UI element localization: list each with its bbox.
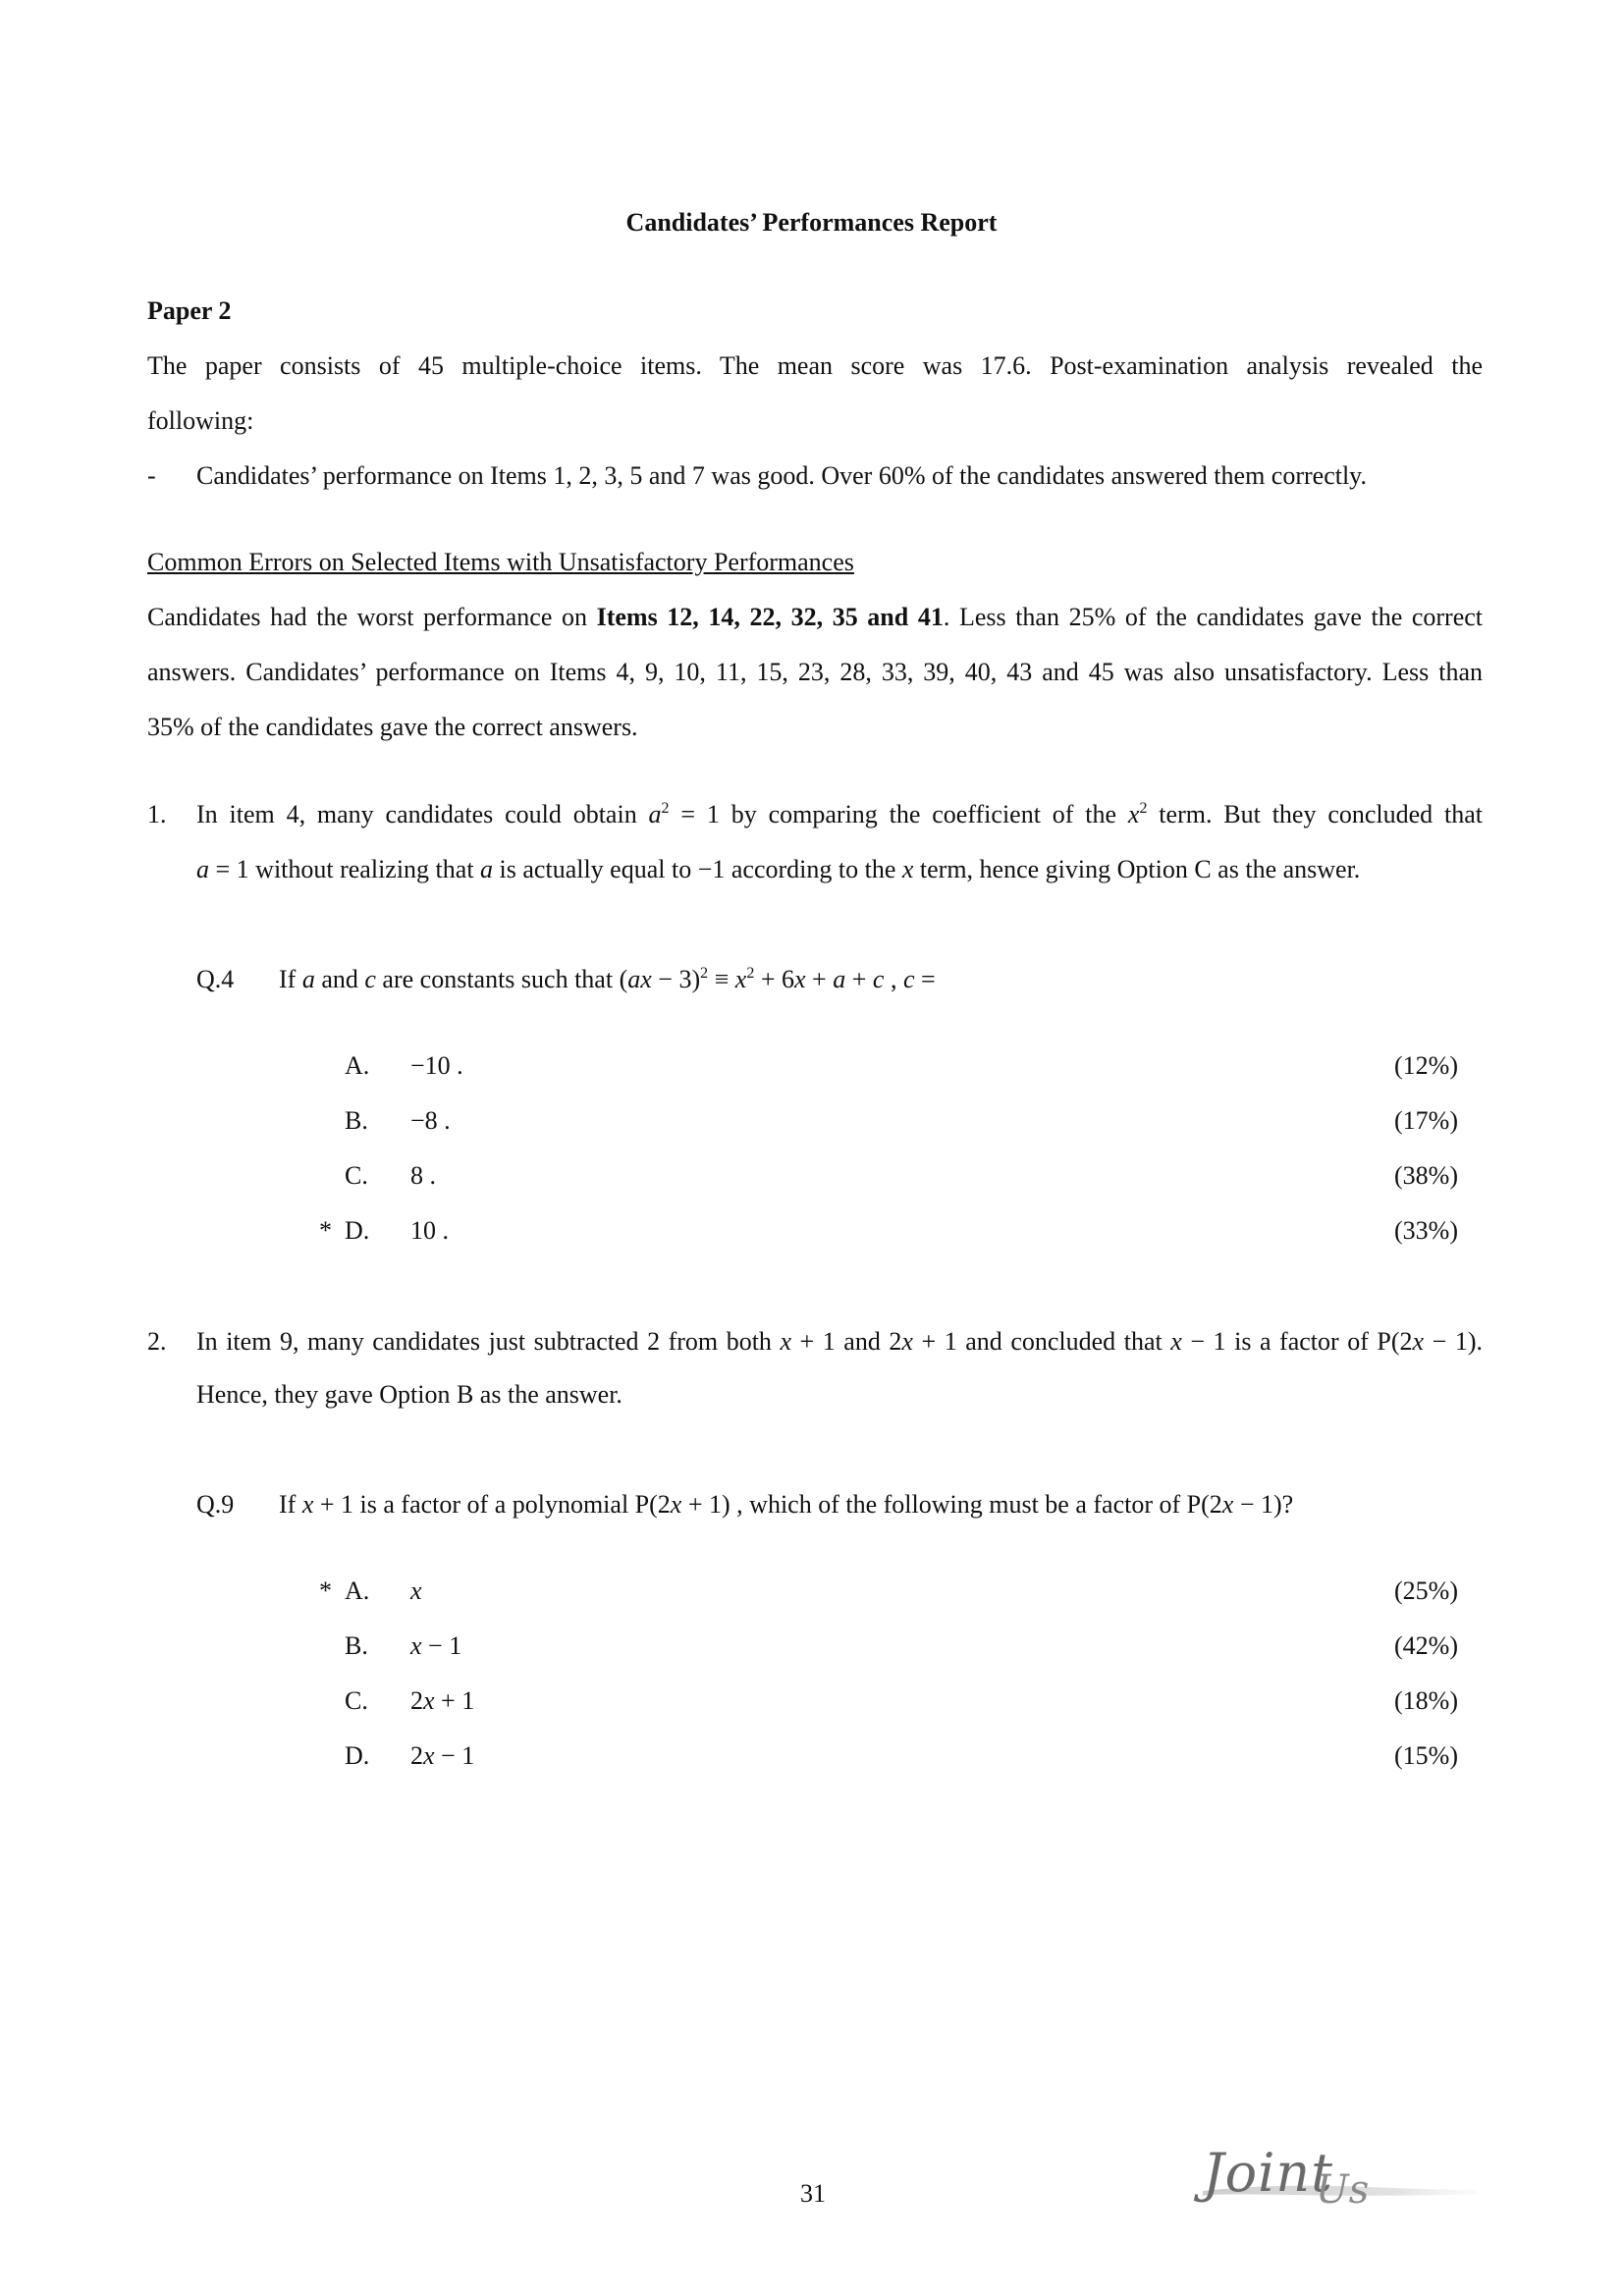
common-errors-line-2: answers. Candidates’ performance on Items 4, 9, 10, 11, 15, 23, 28, 33, 39, 40, 43 and 45 was also unsatisfactory. Less than (147, 658, 1483, 686)
logo-text-sub: Us (1316, 2167, 1370, 2213)
question-label: Q.4 (196, 965, 235, 993)
logo-text-main: Joint (1203, 2142, 1333, 2204)
superscript: 2 (1139, 800, 1148, 817)
option-letter: B. (345, 1106, 368, 1135)
correct-answer-marker: * (319, 1576, 332, 1605)
text-run: + 1 and concluded that (912, 1327, 1171, 1356)
intro-line-2: following: (147, 406, 254, 435)
text-run: − 3) (651, 965, 701, 993)
point-1-line-2 (196, 855, 1360, 884)
point-number: 2. (147, 1327, 167, 1356)
superscript: 2 (661, 800, 670, 817)
math-var: x (901, 1327, 913, 1356)
text-run: − 1)? (1233, 1490, 1294, 1519)
text-run: − 1 (421, 1631, 462, 1660)
text-run: 2 (410, 1686, 423, 1715)
math-var: a (648, 800, 662, 828)
math-var: a (196, 855, 209, 883)
option-percent: (33%) (1394, 1216, 1458, 1245)
superscript: 2 (700, 965, 709, 982)
option-value: 10 . (410, 1216, 449, 1245)
text-run: + 1 (434, 1686, 475, 1715)
text-run: + (805, 965, 834, 993)
option-value (410, 1741, 474, 1771)
text-run: 2 (410, 1741, 423, 1770)
text-run: = 1 without realizing that (209, 855, 481, 883)
math-var: x (1221, 1490, 1234, 1519)
option-percent: (25%) (1394, 1576, 1458, 1605)
option-letter: A. (345, 1576, 370, 1605)
text-run: − 1 (434, 1741, 475, 1770)
option-value: 8 . (410, 1161, 436, 1190)
page-number: 31 (800, 2179, 826, 2208)
text-run: + 1 is a factor of a polynomial P(2 (313, 1490, 671, 1519)
option-value (410, 1631, 461, 1661)
math-var: x (901, 855, 914, 883)
math-var: ax (627, 965, 652, 993)
text-run: ≡ (708, 965, 735, 993)
option-letter: D. (345, 1741, 370, 1770)
option-percent: (18%) (1394, 1686, 1458, 1715)
option-percent: (12%) (1394, 1051, 1458, 1080)
question-9-stem (279, 1490, 1293, 1520)
report-title: Candidates’ Performances Report (625, 208, 998, 237)
option-value: −8 . (410, 1106, 451, 1135)
bullet-marker: - (147, 461, 156, 490)
math-var: x (423, 1741, 435, 1770)
text-run: is actually equal to −1 according to the (493, 855, 902, 883)
worst-items-bold: Items 12, 14, 22, 32, 35 and 41 (596, 603, 944, 631)
math-var: x (1127, 800, 1140, 828)
math-var: x (1170, 1327, 1182, 1356)
intro-line-1: The paper consists of 45 multiple-choice items. The mean score was 17.6. Post-examination analysis revealed the (147, 351, 1483, 380)
text-run: = 1 by comparing the coefficient of the (669, 800, 1128, 828)
text-run: , (884, 965, 903, 993)
option-percent: (17%) (1394, 1106, 1458, 1135)
option-percent: (42%) (1394, 1631, 1458, 1660)
correct-answer-marker: * (319, 1216, 332, 1245)
point-2-line-2: Hence, they gave Option B as the answer. (196, 1380, 622, 1409)
text-run: . Less than 25% of the candidates gave the correct (943, 603, 1484, 631)
option-letter: C. (345, 1686, 368, 1715)
text-run: + 1 and 2 (791, 1327, 902, 1356)
math-var: x (670, 1490, 682, 1519)
question-4-stem (279, 965, 936, 994)
common-errors-line-3: 35% of the candidates gave the correct answers. (147, 713, 638, 741)
option-percent: (15%) (1394, 1741, 1458, 1770)
option-letter: C. (345, 1161, 368, 1190)
math-var: x (780, 1327, 792, 1356)
text-run: term. But they concluded that (1147, 800, 1483, 828)
text-run: + 1) , which of the following must be a factor of P(2 (681, 1490, 1222, 1519)
point-1-line-1 (196, 800, 1483, 829)
text-run: − 1 is a factor of P(2 (1181, 1327, 1413, 1356)
text-run: In item 9, many candidates just subtracted 2 from both (196, 1327, 781, 1356)
text-run: + (845, 965, 873, 993)
option-value (410, 1686, 474, 1716)
text-run: are constants such that ( (375, 965, 628, 993)
text-run: − 1). (1424, 1327, 1484, 1356)
math-var: c (364, 965, 376, 993)
text-run: = (914, 965, 936, 993)
math-var: a (301, 965, 315, 993)
bullet-text: Candidates’ performance on Items 1, 2, 3, 5 and 7 was good. Over 60% of the candidates answered them correctly. (196, 461, 1367, 490)
option-letter: B. (345, 1631, 368, 1660)
text-run: + 6 (754, 965, 794, 993)
math-var: c (902, 965, 915, 993)
math-var: x (794, 965, 806, 993)
math-var: x (734, 965, 747, 993)
text-run: If (279, 965, 302, 993)
text-run: Candidates had the worst performance on (147, 603, 597, 631)
text-run: If (279, 1490, 302, 1519)
jointus-logo (1193, 2140, 1488, 2218)
option-percent: (38%) (1394, 1161, 1458, 1190)
math-var: x (423, 1686, 435, 1715)
question-label: Q.9 (196, 1490, 235, 1519)
text-run: term, hence giving Option C as the answer. (913, 855, 1361, 883)
option-value (410, 1576, 422, 1606)
math-var: x (410, 1631, 422, 1660)
common-errors-heading: Common Errors on Selected Items with Unsatisfactory Performances (147, 548, 854, 576)
text-run: In item 4, many candidates could obtain (196, 800, 649, 828)
option-letter: A. (345, 1051, 370, 1080)
text-run: and (314, 965, 365, 993)
math-var: x (1412, 1327, 1425, 1356)
option-value: −10 . (410, 1051, 463, 1080)
math-var: a (833, 965, 846, 993)
math-var: x (301, 1490, 314, 1519)
math-var: x (410, 1576, 422, 1605)
math-var: c (872, 965, 885, 993)
paper-heading: Paper 2 (147, 296, 232, 325)
point-number: 1. (147, 800, 167, 828)
point-2-line-1 (196, 1327, 1483, 1357)
common-errors-line-1 (147, 603, 1483, 632)
math-var: a (480, 855, 494, 883)
superscript: 2 (746, 965, 755, 982)
option-letter: D. (345, 1216, 370, 1245)
